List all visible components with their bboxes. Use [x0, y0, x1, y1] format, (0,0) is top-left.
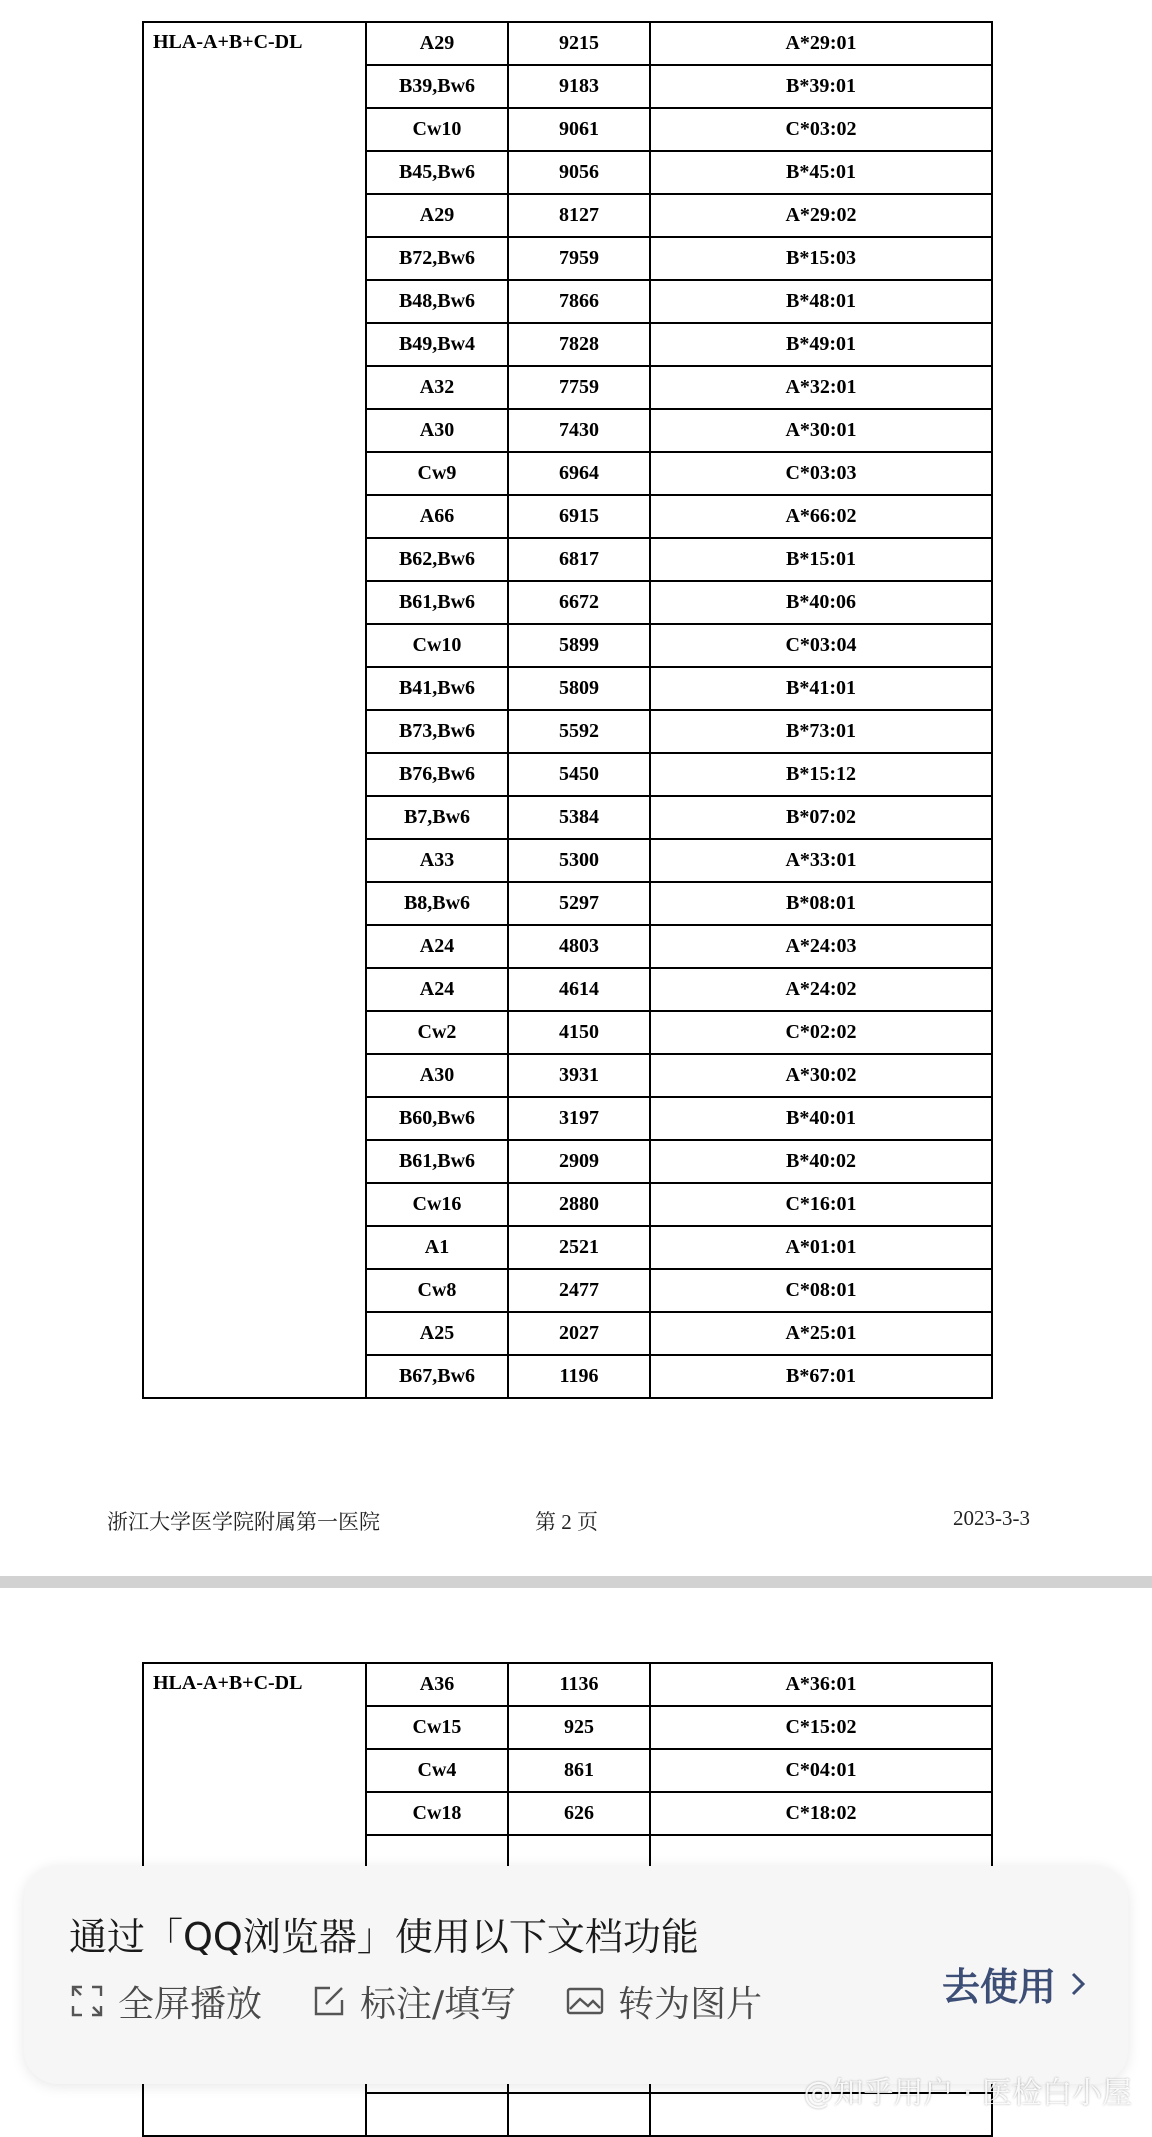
allele-cell: C*16:01 — [650, 1183, 992, 1226]
allele-cell: B*15:12 — [650, 753, 992, 796]
serology-cell: A30 — [366, 1054, 508, 1097]
count-cell: 1196 — [508, 1355, 650, 1398]
feature-to-image[interactable] — [566, 1976, 762, 2027]
serology-cell: A29 — [366, 22, 508, 65]
serology-cell: B48,Bw6 — [366, 280, 508, 323]
count-cell: 7759 — [508, 366, 650, 409]
allele-cell: B*40:02 — [650, 1140, 992, 1183]
allele-cell: A*24:03 — [650, 925, 992, 968]
popup-features — [70, 1976, 812, 2026]
go-use-button[interactable] — [942, 1956, 1086, 2011]
fullscreen-icon — [70, 1984, 104, 2018]
allele-cell: B*08:01 — [650, 882, 992, 925]
serology-cell: B41,Bw6 — [366, 667, 508, 710]
popup-title: 通过「QQ浏览器」使用以下文档功能 — [69, 1915, 699, 1959]
serology-cell: Cw4 — [366, 1749, 508, 1792]
hla-table — [142, 21, 993, 1399]
count-cell: 9061 — [508, 108, 650, 151]
feature-label: 标注/填写 — [360, 1983, 517, 2025]
serology-cell: A33 — [366, 839, 508, 882]
allele-cell: A*32:01 — [650, 366, 992, 409]
count-cell: 7430 — [508, 409, 650, 452]
allele-cell: B*48:01 — [650, 280, 992, 323]
count-cell: 1136 — [508, 1663, 650, 1706]
count-cell: 5297 — [508, 882, 650, 925]
serology-cell: B72,Bw6 — [366, 237, 508, 280]
allele-cell: C*18:02 — [650, 1792, 992, 1835]
edit-icon — [312, 1984, 346, 2018]
serology-cell: A25 — [366, 1312, 508, 1355]
image-icon — [566, 1986, 604, 2016]
count-cell: 4803 — [508, 925, 650, 968]
serology-cell: B61,Bw6 — [366, 1140, 508, 1183]
serology-cell: B39,Bw6 — [366, 65, 508, 108]
allele-cell: A*66:02 — [650, 495, 992, 538]
count-cell: 2909 — [508, 1140, 650, 1183]
count-cell: 626 — [508, 1792, 650, 1835]
count-cell: 8127 — [508, 194, 650, 237]
count-cell: 5899 — [508, 624, 650, 667]
allele-cell: A*29:02 — [650, 194, 992, 237]
serology-cell: Cw18 — [366, 1792, 508, 1835]
table-row — [143, 22, 992, 65]
serology-cell: B8,Bw6 — [366, 882, 508, 925]
allele-cell: B*67:01 — [650, 1355, 992, 1398]
count-cell: 3931 — [508, 1054, 650, 1097]
allele-cell: B*41:01 — [650, 667, 992, 710]
serology-cell: B67,Bw6 — [366, 1355, 508, 1398]
count-cell: 6915 — [508, 495, 650, 538]
allele-cell: B*39:01 — [650, 65, 992, 108]
count-cell: 925 — [508, 1706, 650, 1749]
allele-cell: C*03:03 — [650, 452, 992, 495]
allele-cell: B*15:03 — [650, 237, 992, 280]
count-cell: 7866 — [508, 280, 650, 323]
serology-cell: Cw10 — [366, 624, 508, 667]
serology-cell: Cw10 — [366, 108, 508, 151]
serology-cell: A24 — [366, 968, 508, 1011]
footer-hospital-name: 浙江大学医学院附属第一医院 — [107, 1510, 380, 1534]
count-cell: 2477 — [508, 1269, 650, 1312]
allele-cell: B*40:06 — [650, 581, 992, 624]
allele-cell: C*08:01 — [650, 1269, 992, 1312]
count-cell: 2880 — [508, 1183, 650, 1226]
count-cell: 2521 — [508, 1226, 650, 1269]
allele-cell: A*36:01 — [650, 1663, 992, 1706]
serology-cell: B45,Bw6 — [366, 151, 508, 194]
serology-cell: A29 — [366, 194, 508, 237]
serology-cell: A36 — [366, 1663, 508, 1706]
count-cell: 6964 — [508, 452, 650, 495]
qq-browser-promo-popup[interactable] — [24, 1866, 1128, 2084]
allele-cell: A*24:02 — [650, 968, 992, 1011]
count-cell: 9056 — [508, 151, 650, 194]
allele-cell: C*04:01 — [650, 1749, 992, 1792]
count-cell: 3197 — [508, 1097, 650, 1140]
count-cell: 5384 — [508, 796, 650, 839]
serology-cell: B62,Bw6 — [366, 538, 508, 581]
count-cell: 5450 — [508, 753, 650, 796]
count-cell: 2027 — [508, 1312, 650, 1355]
count-cell: 4150 — [508, 1011, 650, 1054]
allele-cell: A*25:01 — [650, 1312, 992, 1355]
allele-cell: B*49:01 — [650, 323, 992, 366]
allele-cell: B*15:01 — [650, 538, 992, 581]
serology-cell: B73,Bw6 — [366, 710, 508, 753]
serology-cell: A32 — [366, 366, 508, 409]
count-cell: 5592 — [508, 710, 650, 753]
allele-cell: A*30:02 — [650, 1054, 992, 1097]
serology-cell: Cw9 — [366, 452, 508, 495]
serology-cell: B60,Bw6 — [366, 1097, 508, 1140]
serology-cell: B7,Bw6 — [366, 796, 508, 839]
serology-cell: Cw8 — [366, 1269, 508, 1312]
footer-page-number: 第 2 页 — [535, 1510, 598, 1534]
count-cell: 4614 — [508, 968, 650, 1011]
count-cell: 861 — [508, 1749, 650, 1792]
allele-cell: B*45:01 — [650, 151, 992, 194]
serology-cell: Cw2 — [366, 1011, 508, 1054]
allele-cell: A*30:01 — [650, 409, 992, 452]
allele-cell: C*03:02 — [650, 108, 992, 151]
count-cell: 7959 — [508, 237, 650, 280]
serology-cell: A66 — [366, 495, 508, 538]
allele-cell: A*01:01 — [650, 1226, 992, 1269]
feature-fullscreen[interactable] — [70, 1976, 262, 2027]
feature-annotate[interactable] — [312, 1976, 516, 2027]
allele-cell: C*15:02 — [650, 1706, 992, 1749]
feature-label: 转为图片 — [618, 1983, 763, 2025]
page-separator — [0, 1576, 1152, 1588]
serology-cell: Cw16 — [366, 1183, 508, 1226]
table-row — [143, 1663, 992, 1706]
allele-cell: A*33:01 — [650, 839, 992, 882]
group-cell: HLA-A+B+C-DL — [143, 1663, 366, 2136]
count-cell: 6672 — [508, 581, 650, 624]
count-cell: 6817 — [508, 538, 650, 581]
serology-cell: A1 — [366, 1226, 508, 1269]
feature-label: 全屏播放 — [118, 1983, 263, 2025]
serology-cell: B61,Bw6 — [366, 581, 508, 624]
allele-cell: B*40:01 — [650, 1097, 992, 1140]
serology-cell: A24 — [366, 925, 508, 968]
serology-cell: B76,Bw6 — [366, 753, 508, 796]
watermark: @知乎用户 · 医检白小屋 — [803, 2076, 1132, 2111]
footer-date: 2023-3-3 — [953, 1506, 1030, 1530]
count-cell: 9183 — [508, 65, 650, 108]
serology-cell: A30 — [366, 409, 508, 452]
go-use-label: 去使用 — [941, 1965, 1056, 2009]
count-cell: 5300 — [508, 839, 650, 882]
count-cell: 7828 — [508, 323, 650, 366]
allele-cell: C*03:04 — [650, 624, 992, 667]
allele-cell: A*29:01 — [650, 22, 992, 65]
chevron-right-icon — [1070, 1970, 1086, 1998]
allele-cell: B*07:02 — [650, 796, 992, 839]
count-cell: 5809 — [508, 667, 650, 710]
allele-cell: B*73:01 — [650, 710, 992, 753]
count-cell: 9215 — [508, 22, 650, 65]
serology-cell: B49,Bw4 — [366, 323, 508, 366]
group-cell: HLA-A+B+C-DL — [143, 22, 366, 1398]
allele-cell: C*02:02 — [650, 1011, 992, 1054]
serology-cell: Cw15 — [366, 1706, 508, 1749]
